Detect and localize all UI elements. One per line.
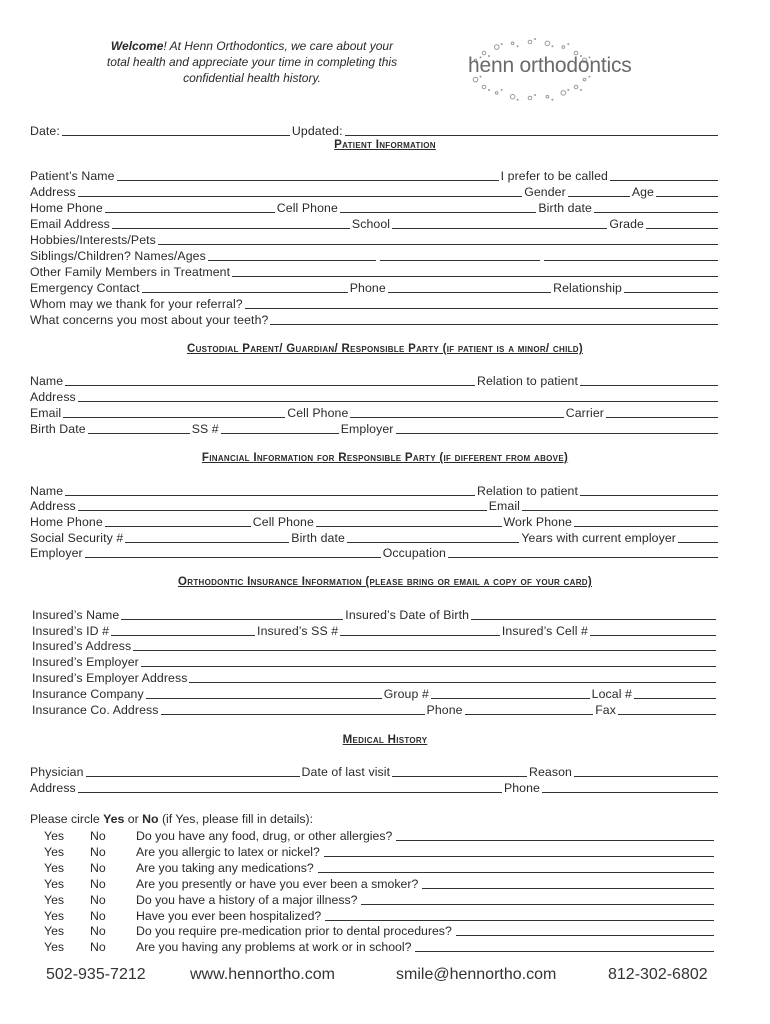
concerns-label: What concerns you most about your teeth? [30,313,269,327]
form-row [30,779,718,795]
heading-insurance-information: Orthodontic Insurance Information (please bring or email a copy of your card) [178,576,592,588]
question-row [44,907,714,923]
social-security-field[interactable] [125,542,289,543]
form-row [30,279,718,295]
referral-label: Whom may we thank for your referral? [30,297,243,311]
updated-label: Updated: [291,124,343,138]
emergency-phone-label: Phone [349,281,386,295]
question-text: Have you ever been hospitalized? [136,908,322,923]
yes-option[interactable]: Yes [44,844,65,859]
footer-email-link[interactable]: smile@hennortho.com [396,966,557,983]
question-text: Do you have any food, drug, or other allergies? [136,829,393,843]
form-row [30,167,718,183]
guardian-carrier-label: Carrier [565,406,604,420]
insurance-address-field[interactable] [161,714,425,715]
insurance-phone-label: Phone [426,703,463,717]
form-row [30,295,718,311]
form-row [30,544,718,560]
no-option[interactable]: No [90,876,106,891]
form-row [30,420,718,436]
form-row [30,231,718,247]
physician-address-label: Address [30,781,76,795]
guardian-birth-date-label: Birth Date [30,422,86,436]
fax-label: Fax [595,703,616,717]
form-row [32,653,716,669]
financial-email-field[interactable] [522,510,718,511]
physician-phone-label: Phone [503,781,540,795]
logo-text: henn orthodontics [468,54,632,77]
physician-phone-field[interactable] [542,792,718,793]
footer-website-link[interactable]: www.hennortho.com [190,966,335,983]
question-row [44,938,714,954]
updated-field[interactable] [345,135,718,136]
question-text: Do you require pre-medication prior to dental procedures? [136,924,452,939]
welcome-intro [62,38,442,86]
financial-birth-date-field[interactable] [347,542,519,543]
insured-dob-label: Insured’s Date of Birth [345,608,470,622]
cell-phone-label: Cell Phone [276,201,338,215]
patient-name-label: Patient’s Name [30,169,115,183]
form-row [30,183,718,199]
address-field[interactable] [78,196,522,197]
school-label: School [351,217,391,231]
circle-pre: Please circle [30,812,104,826]
siblings-field-1[interactable] [208,260,376,261]
no-option[interactable]: No [90,924,106,939]
relationship-label: Relationship [553,281,622,295]
address-label: Address [30,185,76,199]
emergency-contact-field[interactable] [142,292,348,293]
insured-name-field[interactable] [121,619,343,620]
form-row [30,497,718,513]
years-employer-label: Years with current employer [521,531,676,545]
financial-name-field[interactable] [65,495,475,496]
circle-post: (if Yes, please fill in details): [158,812,314,826]
insurance-phone-field[interactable] [465,714,594,715]
prefer-called-label: I prefer to be called [500,169,608,183]
financial-employer-field[interactable] [85,557,381,558]
footer-phone-1[interactable]: 502-935-7212 [46,966,146,983]
group-label: Group # [383,687,429,701]
no-option[interactable]: No [90,940,106,955]
form-row [30,247,718,263]
last-visit-label: Date of last visit [301,765,391,779]
question-row [44,859,714,875]
insured-employer-address-label: Insured’s Employer Address [32,671,188,685]
hobbies-label: Hobbies/Interests/Pets [30,233,156,247]
group-field[interactable] [431,698,590,699]
question-text: Are you presently or have you ever been a smoker? [136,876,419,891]
siblings-field-3[interactable] [544,260,718,261]
circle-instructions [30,812,313,826]
question-row [44,922,714,938]
no-option[interactable]: No [90,829,106,843]
guardian-email-field[interactable] [63,417,285,418]
referral-field[interactable] [245,308,718,309]
financial-work-phone-field[interactable] [574,526,718,527]
emergency-phone-field[interactable] [388,292,551,293]
financial-home-phone-field[interactable] [105,526,251,527]
age-label: Age [631,185,654,199]
years-employer-field[interactable] [678,542,718,543]
question-details-field[interactable] [324,856,714,857]
age-field[interactable] [656,196,718,197]
no-option[interactable]: No [90,860,106,875]
guardian-cell-field[interactable] [350,417,563,418]
yes-option[interactable]: Yes [44,940,65,955]
relationship-field[interactable] [624,292,718,293]
cell-phone-field[interactable] [340,212,536,213]
financial-email-label: Email [488,499,520,513]
question-details-field[interactable] [456,935,714,936]
form-row [32,637,716,653]
family-treatment-label: Other Family Members in Treatment [30,265,231,279]
occupation-label: Occupation [382,546,446,560]
patient-name-field[interactable] [117,180,499,181]
concerns-field[interactable] [270,324,718,325]
insured-id-field[interactable] [111,635,255,636]
gender-field[interactable] [568,196,630,197]
heading-financial-information: Financial Information for Responsible Party (if different from above) [201,452,569,464]
guardian-relation-label: Relation to patient [476,374,578,388]
financial-address-field[interactable] [78,510,487,511]
form-row [30,529,718,545]
form-row [30,763,718,779]
date-label: Date: [30,124,60,138]
insured-name-label: Insured’s Name [32,608,120,622]
guardian-address-label: Address [30,390,76,404]
question-details-field[interactable] [422,888,714,889]
circle-yes-word: Yes [103,812,125,826]
school-field[interactable] [392,228,607,229]
financial-relation-field[interactable] [580,495,718,496]
financial-cell-phone-field[interactable] [316,526,502,527]
insured-ss-label: Insured’s SS # [257,624,339,638]
question-details-field[interactable] [396,840,714,841]
insurance-address-label: Insurance Co. Address [32,703,159,717]
local-field[interactable] [634,698,716,699]
guardian-ss-field[interactable] [221,433,339,434]
form-row [32,622,716,638]
birth-date-label: Birth date [538,201,592,215]
question-text: Are you allergic to latex or nickel? [136,844,320,859]
last-visit-field[interactable] [392,776,527,777]
occupation-field[interactable] [448,557,718,558]
form-row [32,701,716,717]
no-option[interactable]: No [90,844,106,859]
insurance-company-label: Insurance Company [32,687,144,701]
financial-birth-date-label: Birth date [291,531,345,545]
circle-no-word: No [142,812,159,826]
form-row [32,669,716,685]
financial-address-label: Address [30,499,76,513]
insured-ss-field[interactable] [340,635,500,636]
local-label: Local # [591,687,632,701]
insured-address-label: Insured’s Address [32,639,132,653]
form-row [30,199,718,215]
form-row [30,513,718,529]
question-details-field[interactable] [415,951,714,952]
siblings-label: Siblings/Children? Names/Ages [30,249,206,263]
heading-custodial-parent: Custodial Parent/ Guardian/ Responsible Party (if patient is a minor/ child) [186,343,583,355]
heading-patient-information: Patient Information [334,139,436,151]
physician-label: Physician [30,765,84,779]
email-address-label: Email Address [30,217,110,231]
insured-employer-address-field[interactable] [189,682,716,683]
question-row [44,843,714,859]
guardian-carrier-field[interactable] [606,417,718,418]
fax-field[interactable] [618,714,716,715]
yes-option[interactable]: Yes [44,829,65,843]
financial-home-phone-label: Home Phone [30,515,103,529]
home-phone-label: Home Phone [30,201,103,215]
guardian-birth-date-field[interactable] [88,433,190,434]
insured-cell-label: Insured’s Cell # [501,624,588,638]
financial-cell-phone-label: Cell Phone [252,515,314,529]
insured-dob-field[interactable] [471,619,716,620]
siblings-field-2[interactable] [380,260,540,261]
yes-option[interactable]: Yes [44,924,65,939]
family-treatment-field[interactable] [232,276,718,277]
home-phone-field[interactable] [105,212,275,213]
question-text: Are you having any problems at work or in school? [136,940,412,955]
question-details-field[interactable] [318,872,714,873]
guardian-employer-label: Employer [340,422,394,436]
no-option[interactable]: No [90,908,106,923]
form-row [30,404,718,420]
social-security-label: Social Security # [30,531,124,545]
date-field[interactable] [62,135,290,136]
yes-option[interactable]: Yes [44,908,65,923]
form-row [30,372,718,388]
reason-field[interactable] [574,776,718,777]
grade-field[interactable] [646,228,718,229]
email-address-field[interactable] [112,228,350,229]
financial-name-label: Name [30,484,64,498]
no-option[interactable]: No [90,892,106,907]
intro-line-1: ! At Henn Orthodontics, we care about your [163,39,394,53]
insurance-company-field[interactable] [146,698,382,699]
guardian-ss-label: SS # [191,422,219,436]
footer-phone-2[interactable]: 812-302-6802 [608,966,708,983]
financial-employer-label: Employer [30,546,83,560]
physician-field[interactable] [86,776,300,777]
question-row [44,827,714,843]
insured-id-label: Insured’s ID # [32,624,110,638]
insured-employer-label: Insured’s Employer [32,655,139,669]
guardian-name-field[interactable] [65,385,475,386]
form-row [30,482,718,498]
welcome-word: Welcome [110,39,164,53]
yes-option[interactable]: Yes [44,892,65,907]
date-row [30,122,718,138]
financial-relation-label: Relation to patient [476,484,578,498]
form-row [32,606,716,622]
guardian-email-label: Email [30,406,62,420]
reason-label: Reason [529,765,572,779]
form-row [32,685,716,701]
hobbies-field[interactable] [158,244,718,245]
physician-address-field[interactable] [78,792,502,793]
form-row [30,311,718,327]
guardian-name-label: Name [30,374,64,388]
question-row [44,875,714,891]
insured-employer-field[interactable] [141,666,716,667]
insured-address-field[interactable] [133,650,716,651]
financial-work-phone-label: Work Phone [503,515,572,529]
question-details-field[interactable] [325,920,714,921]
gender-label: Gender [524,185,566,199]
question-text: Are you taking any medications? [136,860,314,875]
guardian-relation-field[interactable] [580,385,718,386]
form-row [30,215,718,231]
intro-line-3: confidential health history. [183,71,321,85]
guardian-cell-label: Cell Phone [287,406,349,420]
birth-date-field[interactable] [594,212,718,213]
guardian-employer-field[interactable] [396,433,719,434]
yes-option[interactable]: Yes [44,860,65,875]
question-row [44,891,714,907]
question-details-field[interactable] [361,904,714,905]
form-row [30,263,718,279]
guardian-address-field[interactable] [78,401,718,402]
circle-or: or [124,812,143,826]
insured-cell-field[interactable] [590,635,716,636]
question-text: Do you have a history of a major illness? [136,892,358,907]
yes-option[interactable]: Yes [44,876,65,891]
prefer-called-field[interactable] [610,180,718,181]
grade-label: Grade [609,217,644,231]
heading-medical-history: Medical History [342,734,428,746]
intro-line-2: total health and appreciate your time in completing this [106,55,398,69]
form-row [30,388,718,404]
emergency-contact-label: Emergency Contact [30,281,140,295]
